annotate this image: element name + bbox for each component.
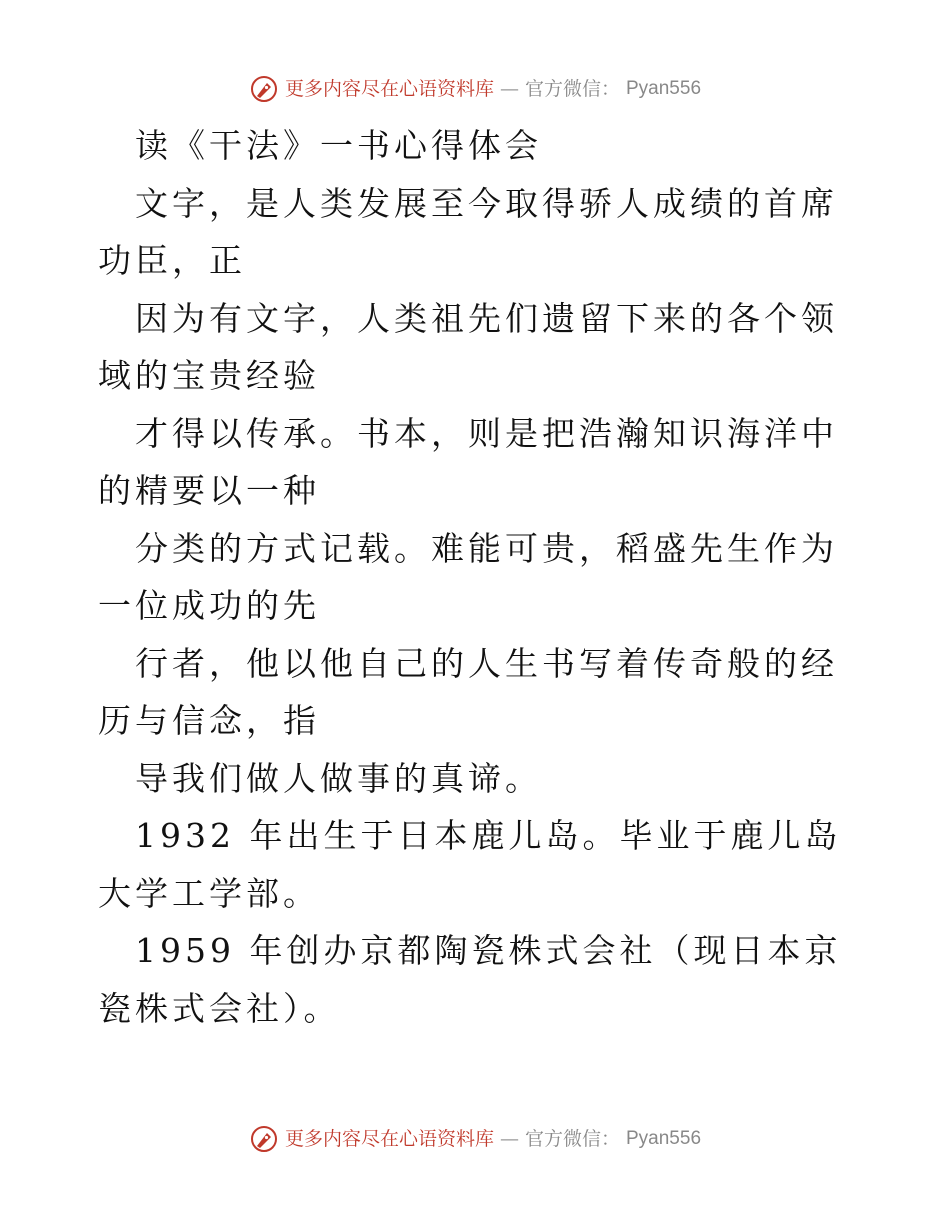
paragraph: 导我们做人做事的真谛。 [135, 758, 542, 798]
paragraph: 1959 年创办京都陶瓷株式会社（现日本京瓷株式会社）。 [98, 931, 842, 1028]
paragraph: 1932 年出生于日本鹿儿岛。毕业于鹿儿岛大学工学部。 [98, 816, 842, 913]
paragraph: 分类的方式记载。难能可贵，稻盛先生作为一位成功的先 [98, 528, 838, 625]
paragraph: 文字，是人类发展至今取得骄人成绩的首席功臣，正 [98, 183, 838, 280]
watermark-header [0, 74, 950, 104]
watermark-wechat-label: 官方微信： [524, 78, 620, 100]
watermark-footer [0, 1124, 950, 1154]
watermark-wechat-label: 官方微信： [524, 1128, 620, 1150]
pen-nib-logo-icon [249, 74, 279, 104]
paragraph: 因为有文字，人类祖先们遗留下来的各个领域的宝贵经验 [98, 298, 838, 395]
watermark-wechat-id: Pyan556 [626, 1128, 702, 1149]
watermark-wechat-id: Pyan556 [626, 78, 702, 99]
watermark-separator: — [499, 78, 519, 100]
paragraph: 才得以传承。书本，则是把浩瀚知识海洋中的精要以一种 [98, 413, 838, 510]
pen-nib-logo-icon [249, 1124, 279, 1154]
watermark-main-text: 更多内容尽在心语资料库 [284, 78, 494, 100]
watermark-main-text: 更多内容尽在心语资料库 [284, 1128, 494, 1150]
document-body [98, 117, 858, 1037]
watermark-separator: — [499, 1128, 519, 1150]
paragraph: 行者，他以他自己的人生书写着传奇般的经历与信念，指 [98, 643, 838, 740]
document-title: 读《干法》一书心得体会 [135, 126, 542, 165]
